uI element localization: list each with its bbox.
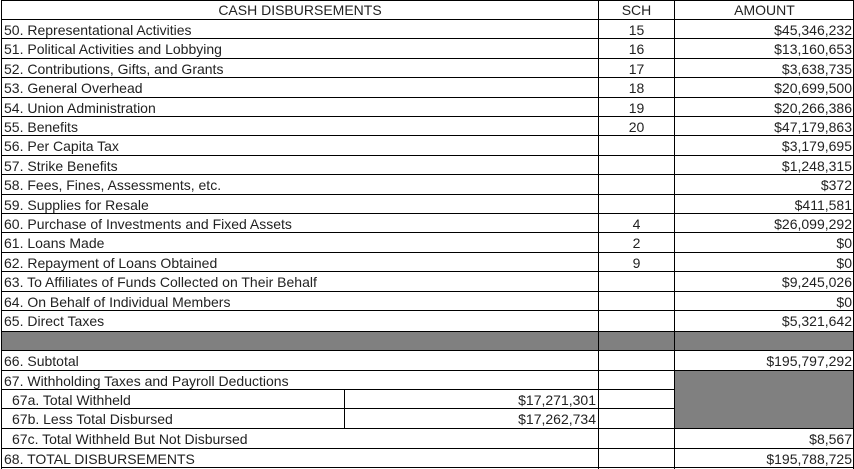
- total-disbursements-label: 68. TOTAL DISBURSEMENTS: [4, 450, 195, 467]
- sch-column-divider: [598, 0, 599, 469]
- row-rule: [1, 194, 854, 195]
- band-top-rule: [1, 331, 854, 332]
- withholding-rule: [1, 389, 675, 390]
- row-sch: 17: [628, 60, 645, 77]
- row-label: 57. Strike Benefits: [4, 157, 118, 174]
- sub-item-divider: [344, 390, 345, 428]
- row-label: 63. To Affiliates of Funds Collected on Their Behalf: [4, 274, 317, 290]
- row-amount: $45,346,232: [774, 21, 852, 38]
- row-rule: [1, 174, 854, 175]
- row-amount: $0: [836, 235, 852, 251]
- total-disbursements-amount: $195,788,725: [766, 450, 852, 467]
- not-disbursed-rule: [1, 448, 854, 449]
- row-amount: $20,266,386: [774, 99, 852, 116]
- withholding-label: 67. Withholding Taxes and Payroll Deductions: [4, 372, 289, 389]
- row-label: 65. Direct Taxes: [4, 312, 105, 329]
- withheld-rule: [1, 408, 675, 409]
- subtotal-top-rule: [1, 350, 854, 351]
- row-amount: $372: [820, 177, 852, 193]
- row-sch: 16: [628, 41, 645, 57]
- row-rule: [1, 291, 854, 292]
- left-border: [1, 0, 2, 469]
- row-label: 52. Contributions, Gifts, and Grants: [4, 60, 224, 77]
- row-sch: [599, 195, 674, 214]
- row-amount: $5,321,642: [781, 312, 852, 329]
- row-amount: $13,160,653: [774, 41, 852, 57]
- row-label: 61. Loans Made: [4, 235, 105, 251]
- row-rule: [1, 155, 854, 156]
- disbursed-rule: [1, 428, 854, 429]
- total-withheld-amount: $17,271,301: [518, 391, 596, 408]
- row-sch: [599, 292, 674, 311]
- row-amount: $3,179,695: [781, 138, 852, 154]
- not-disbursed-amount: $8,567: [809, 430, 852, 447]
- total-disbursed-label: 67b. Less Total Disbursed: [12, 410, 173, 427]
- row-amount: $26,099,292: [774, 215, 852, 232]
- row-label: 50. Representational Activities: [4, 21, 192, 38]
- row-sch: [599, 272, 674, 292]
- row-amount: $0: [836, 293, 852, 310]
- row-rule: [1, 232, 854, 233]
- row-label: 55. Benefits: [4, 118, 78, 135]
- top-border: [1, 0, 854, 1]
- row-rule: [1, 77, 854, 78]
- row-label: 51. Political Activities and Lobbying: [4, 41, 222, 57]
- row-rule: [1, 135, 854, 136]
- row-label: 58. Fees, Fines, Assessments, etc.: [4, 177, 222, 193]
- row-rule: [1, 213, 854, 214]
- row-sch: 20: [628, 118, 645, 135]
- row-sch: [599, 156, 674, 175]
- bottom-border: [1, 467, 854, 468]
- row-amount: $20,699,500: [774, 80, 852, 96]
- row-rule: [1, 58, 854, 59]
- row-sch: 15: [628, 21, 645, 38]
- row-sch: [599, 175, 674, 195]
- row-rule: [1, 310, 854, 311]
- row-sch: [599, 136, 674, 156]
- row-amount: $3,638,735: [781, 60, 852, 77]
- subtotal-bottom-rule: [1, 370, 854, 371]
- header-description: CASH DISBURSEMENTS: [218, 2, 382, 18]
- row-label: 54. Union Administration: [4, 99, 156, 116]
- header-amount: AMOUNT: [734, 2, 795, 18]
- subtotal-label: 66. Subtotal: [4, 352, 79, 369]
- amount-column-divider: [674, 0, 675, 469]
- withholding-shaded-cell: [675, 371, 854, 429]
- row-amount: $1,248,315: [781, 157, 852, 174]
- subtotal-amount: $195,797,292: [766, 352, 852, 369]
- row-amount: $47,179,863: [774, 118, 852, 135]
- row-sch: 4: [632, 215, 641, 232]
- row-sch: 2: [632, 235, 641, 251]
- row-rule: [1, 97, 854, 98]
- row-label: 56. Per Capita Tax: [4, 138, 119, 154]
- row-sch: 9: [632, 254, 641, 271]
- not-disbursed-label: 67c. Total Withheld But Not Disbursed: [12, 430, 248, 447]
- header-rule: [1, 19, 854, 20]
- row-rule: [1, 116, 854, 117]
- row-rule: [1, 271, 854, 272]
- row-amount: $9,245,026: [781, 274, 852, 290]
- total-disbursed-amount: $17,262,734: [518, 410, 596, 427]
- total-withheld-label: 67a. Total Withheld: [12, 391, 131, 408]
- separator-band: [2, 332, 854, 351]
- row-label: 59. Supplies for Resale: [4, 196, 149, 213]
- row-rule: [1, 38, 854, 39]
- row-sch: [599, 311, 674, 330]
- row-label: 53. General Overhead: [4, 80, 143, 96]
- row-amount: $411,581: [794, 196, 852, 213]
- row-amount: $0: [836, 254, 852, 271]
- row-sch: 19: [628, 99, 645, 116]
- row-label: 64. On Behalf of Individual Members: [4, 293, 231, 310]
- row-rule: [1, 252, 854, 253]
- row-label: 60. Purchase of Investments and Fixed Assets: [4, 215, 292, 232]
- row-label: 62. Repayment of Loans Obtained: [4, 254, 218, 271]
- header-sch: SCH: [621, 2, 652, 18]
- row-sch: 18: [628, 80, 645, 96]
